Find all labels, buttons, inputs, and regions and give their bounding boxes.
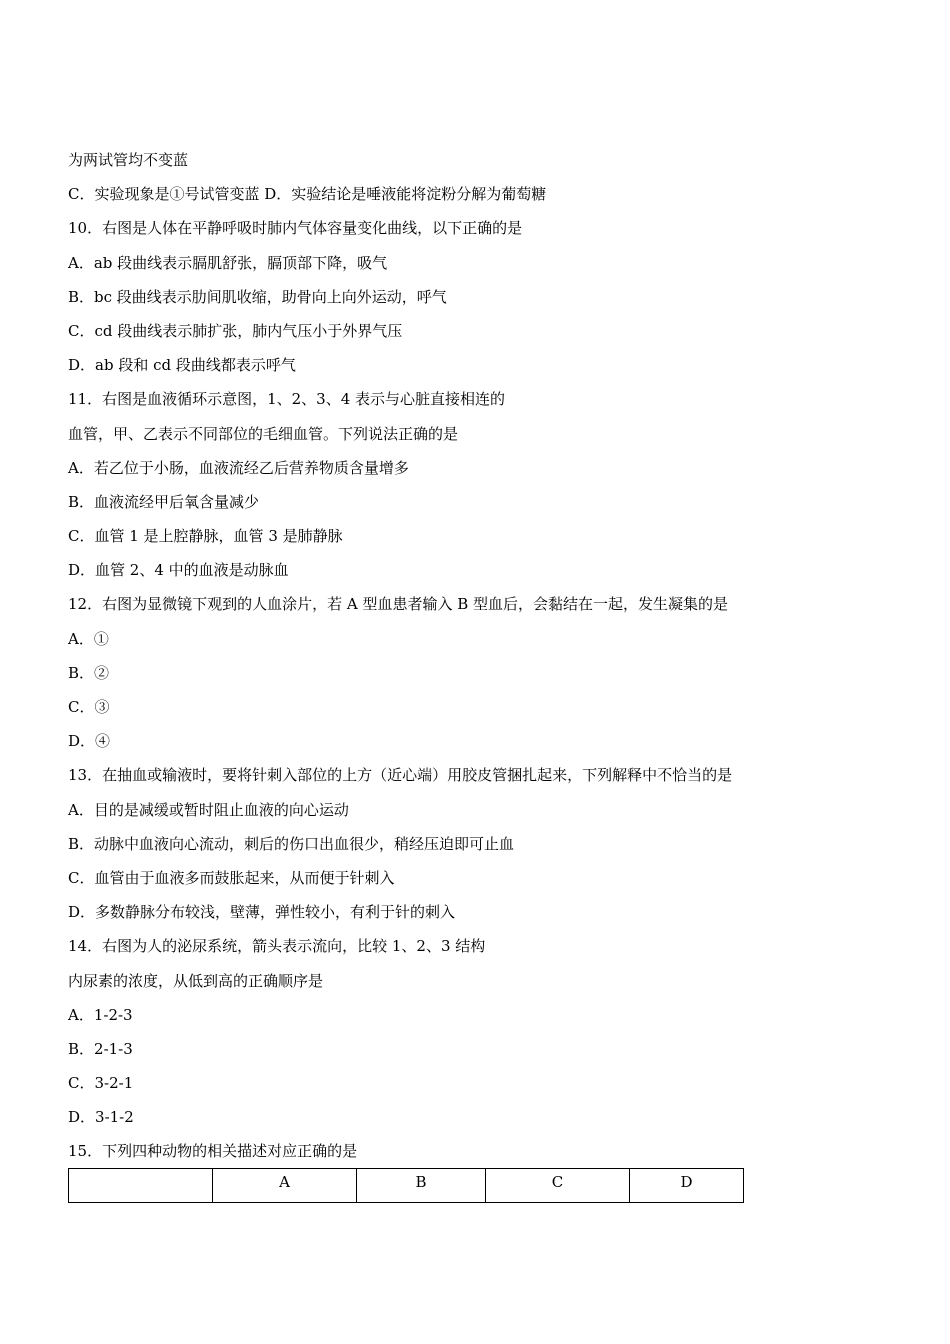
comparison-table: [68, 1168, 744, 1203]
question-14-option-b: B．2-1-3: [68, 1039, 133, 1058]
question-11-option-a: A．若乙位于小肠，血液流经乙后营养物质含量增多: [68, 458, 409, 477]
question-10-option-d: D．ab 段和 cd 段曲线都表示呼气: [68, 356, 296, 375]
question-12-option-d: D．④: [68, 732, 111, 751]
table-header-cell: B: [357, 1169, 486, 1203]
question-15-table: [68, 1168, 744, 1203]
question-12-option-b: B．②: [68, 663, 110, 682]
text-line: 为两试管均不变蓝: [68, 151, 189, 169]
question-10-option-a: A．ab 段曲线表示膈肌舒张，膈顶部下降，吸气: [68, 253, 388, 272]
question-13-option-b: B．动脉中血液向心流动，刺后的伤口出血很少，稍经压迫即可止血: [68, 834, 515, 853]
question-10-option-c: C．cd 段曲线表示肺扩张，肺内气压小于外界气压: [68, 321, 403, 340]
question-11-stem-cont: 血管，甲、乙表示不同部位的毛细血管。下列说法正确的是: [68, 424, 459, 443]
question-10-option-b: B．bc 段曲线表示肋间肌收缩，助骨向上向外运动，呼气: [68, 287, 447, 306]
question-12-stem: 12．右图为显微镜下观到的人血涂片，若 A 型血患者输入 B 型血后，会黏结在一起，发生凝集的是: [68, 595, 729, 614]
question-text-block: [68, 148, 888, 1174]
question-13-option-c: C．血管由于血液多而鼓胀起来，从而便于针刺入: [68, 868, 395, 887]
question-13-option-d: D．多数静脉分布较浅，壁薄，弹性较小，有利于针的刺入: [68, 903, 456, 922]
question-14-option-d: D．3-1-2: [68, 1108, 134, 1127]
question-11-option-d: D．血管 2、4 中的血液是动脉血: [68, 561, 289, 580]
table-header-cell: A: [213, 1169, 357, 1203]
question-14-option-c: C．3-2-1: [68, 1074, 134, 1093]
question-14-stem: 14．右图为人的泌尿系统，箭头表示流向，比较 1、2、3 结构: [68, 937, 486, 956]
question-11-option-c: C．血管 1 是上腔静脉，血管 3 是肺静脉: [68, 527, 343, 546]
text-line: C．实验现象是①号试管变蓝 D．实验结论是唾液能将淀粉分解为葡萄糖: [68, 185, 547, 204]
table-header-cell: D: [630, 1169, 744, 1203]
question-13-option-a: A．目的是减缓或暂时阻止血液的向心运动: [68, 800, 349, 819]
table-header-cell: C: [486, 1169, 630, 1203]
table-header-cell: [69, 1169, 213, 1203]
question-12-option-a: A．①: [68, 629, 109, 648]
question-12-option-c: C．③: [68, 698, 110, 716]
question-14-option-a: A．1-2-3: [68, 1005, 133, 1024]
question-14-stem-cont: 内尿素的浓度，从低到高的正确顺序是: [68, 971, 324, 990]
question-11-option-b: B．血液流经甲后氧含量减少: [68, 492, 260, 511]
question-13-stem: 13．在抽血或输液时，要将针刺入部位的上方（近心端）用胶皮管捆扎起来，下列解释中不恰当的是: [68, 766, 733, 785]
question-11-stem: 11．右图是血液循环示意图，1、2、3、4 表示与心脏直接相连的: [68, 390, 506, 409]
question-10-stem: 10．右图是人体在平静呼吸时肺内气体容量变化曲线，以下正确的是: [68, 219, 523, 238]
question-15-stem: 15．下列四种动物的相关描述对应正确的是: [68, 1142, 358, 1161]
table-header-row: [69, 1169, 744, 1203]
